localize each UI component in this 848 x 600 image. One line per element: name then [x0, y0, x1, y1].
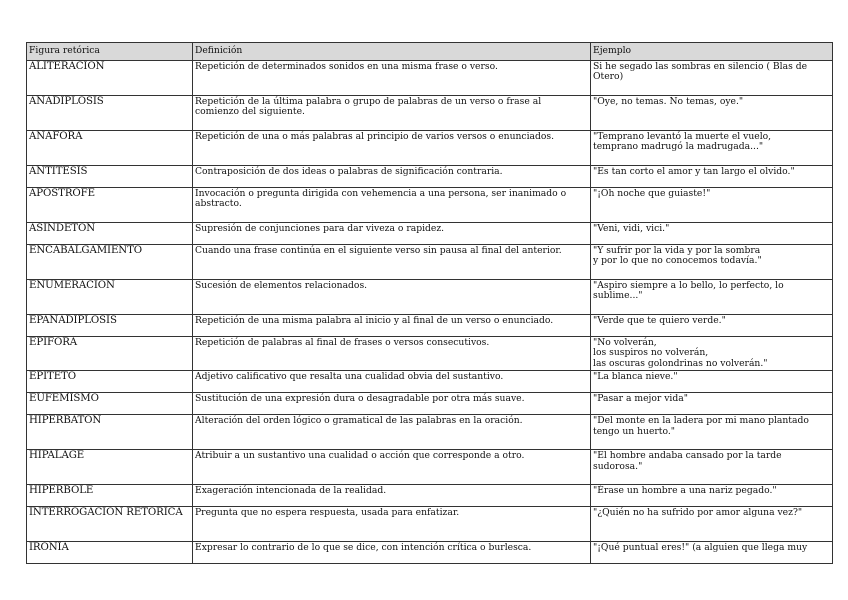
ejemplo-cell: "Érase un hombre a una nariz pegado." — [591, 485, 833, 507]
figura-cell: EPÍTETO — [27, 371, 193, 393]
definicion-cell: Repetición de una misma palabra al inicio y al final de un verso o enunciado. — [193, 315, 591, 337]
figura-cell: EPANADIPLOSIS — [27, 315, 193, 337]
ejemplo-cell: "Pasar a mejor vida" — [591, 393, 833, 415]
definicion-cell: Cuando una frase continúa en el siguiente verso sin pausa al final del anterior. — [193, 245, 591, 280]
table-row — [27, 450, 833, 485]
table-row — [27, 415, 833, 450]
figura-cell: APÓSTROFE — [27, 188, 193, 223]
definicion-cell: Invocación o pregunta dirigida con vehemencia a una persona, ser inanimado o abstracto. — [193, 188, 591, 223]
figura-cell: HIPÉRBOLE — [27, 485, 193, 507]
definicion-cell: Pregunta que no espera respuesta, usada para enfatizar. — [193, 507, 591, 542]
table-row — [27, 188, 833, 223]
ejemplo-cell: "No volverán, los suspiros no volverán, las oscuras golondrinas no volverán." — [591, 337, 833, 371]
table-row — [27, 485, 833, 507]
table-row — [27, 61, 833, 96]
definicion-cell: Sustitución de una expresión dura o desagradable por otra más suave. — [193, 393, 591, 415]
ejemplo-cell: "¡Qué puntual eres!" (a alguien que llega muy — [591, 542, 833, 564]
table-row — [27, 280, 833, 315]
ejemplo-cell: "¿Quién no ha sufrido por amor alguna vez?" — [591, 507, 833, 542]
ejemplo-cell: "Del monte en la ladera por mi mano plantado tengo un huerto." — [591, 415, 833, 450]
figura-cell: EUFEMISMO — [27, 393, 193, 415]
ejemplo-cell: "Aspiro siempre a lo bello, lo perfecto, lo sublime..." — [591, 280, 833, 315]
definicion-cell: Atribuir a un sustantivo una cualidad o acción que corresponde a otro. — [193, 450, 591, 485]
figura-cell: ENUMERACIÓN — [27, 280, 193, 315]
ejemplo-cell: "Veni, vidi, vici." — [591, 223, 833, 245]
definicion-cell: Repetición de la última palabra o grupo de palabras de un verso o frase al comienzo del siguiente. — [193, 96, 591, 131]
definicion-cell: Supresión de conjunciones para dar viveza o rapidez. — [193, 223, 591, 245]
ejemplo-cell: "Y sufrir por la vida y por la sombra y por lo que no conocemos todavía." — [591, 245, 833, 280]
table-row — [27, 245, 833, 280]
header-definicion: Definición — [193, 43, 591, 61]
definicion-cell: Alteración del orden lógico o gramatical de las palabras en la oración. — [193, 415, 591, 450]
figura-cell: ASÍNDETON — [27, 223, 193, 245]
definicion-cell: Exageración intencionada de la realidad. — [193, 485, 591, 507]
figura-cell: ANÁFORA — [27, 131, 193, 166]
ejemplo-cell: "Temprano levantó la muerte el vuelo, temprano madrugó la madrugada..." — [591, 131, 833, 166]
figura-cell: ENCABALGAMIENTO — [27, 245, 193, 280]
table-row — [27, 131, 833, 166]
definicion-cell: Expresar lo contrario de lo que se dice, con intención crítica o burlesca. — [193, 542, 591, 564]
figura-cell: ALITERACIÓN — [27, 61, 193, 96]
ejemplo-cell: "¡Oh noche que guiaste!" — [591, 188, 833, 223]
figura-cell: HIPÉRBATON — [27, 415, 193, 450]
definicion-cell: Sucesión de elementos relacionados. — [193, 280, 591, 315]
figura-cell: IRONÍA — [27, 542, 193, 564]
table-row — [27, 542, 833, 564]
ejemplo-cell: "Verde que te quiero verde." — [591, 315, 833, 337]
table-row — [27, 223, 833, 245]
rhetorical-figures-table — [26, 42, 833, 564]
table-row — [27, 315, 833, 337]
figura-cell: EPÍFORA — [27, 337, 193, 371]
definicion-cell: Repetición de una o más palabras al principio de varios versos o enunciados. — [193, 131, 591, 166]
ejemplo-cell: "La blanca nieve." — [591, 371, 833, 393]
definicion-cell: Repetición de determinados sonidos en una misma frase o verso. — [193, 61, 591, 96]
figura-cell: ANADIPLOSIS — [27, 96, 193, 131]
ejemplo-cell: "Es tan corto el amor y tan largo el olvido." — [591, 166, 833, 188]
table-row — [27, 166, 833, 188]
table-row — [27, 371, 833, 393]
figura-cell: ANTÍTESIS — [27, 166, 193, 188]
header-ejemplo: Ejemplo — [591, 43, 833, 61]
definicion-cell: Contraposición de dos ideas o palabras de significación contraria. — [193, 166, 591, 188]
header-row — [27, 43, 833, 61]
ejemplo-cell: "Oye, no temas. No temas, oye." — [591, 96, 833, 131]
ejemplo-cell: Si he segado las sombras en silencio ( Blas de Otero) — [591, 61, 833, 96]
header-figura: Figura retórica — [27, 43, 193, 61]
table-row — [27, 507, 833, 542]
table-row — [27, 96, 833, 131]
table-body — [27, 61, 833, 564]
figura-cell: HIPÁLAGE — [27, 450, 193, 485]
ejemplo-cell: "El hombre andaba cansado por la tarde sudorosa." — [591, 450, 833, 485]
table-row — [27, 337, 833, 371]
definicion-cell: Repetición de palabras al final de frases o versos consecutivos. — [193, 337, 591, 371]
definicion-cell: Adjetivo calificativo que resalta una cualidad obvia del sustantivo. — [193, 371, 591, 393]
table-header — [27, 43, 833, 61]
figura-cell: INTERROGACIÓN RETÓRICA — [27, 507, 193, 542]
table-row — [27, 393, 833, 415]
